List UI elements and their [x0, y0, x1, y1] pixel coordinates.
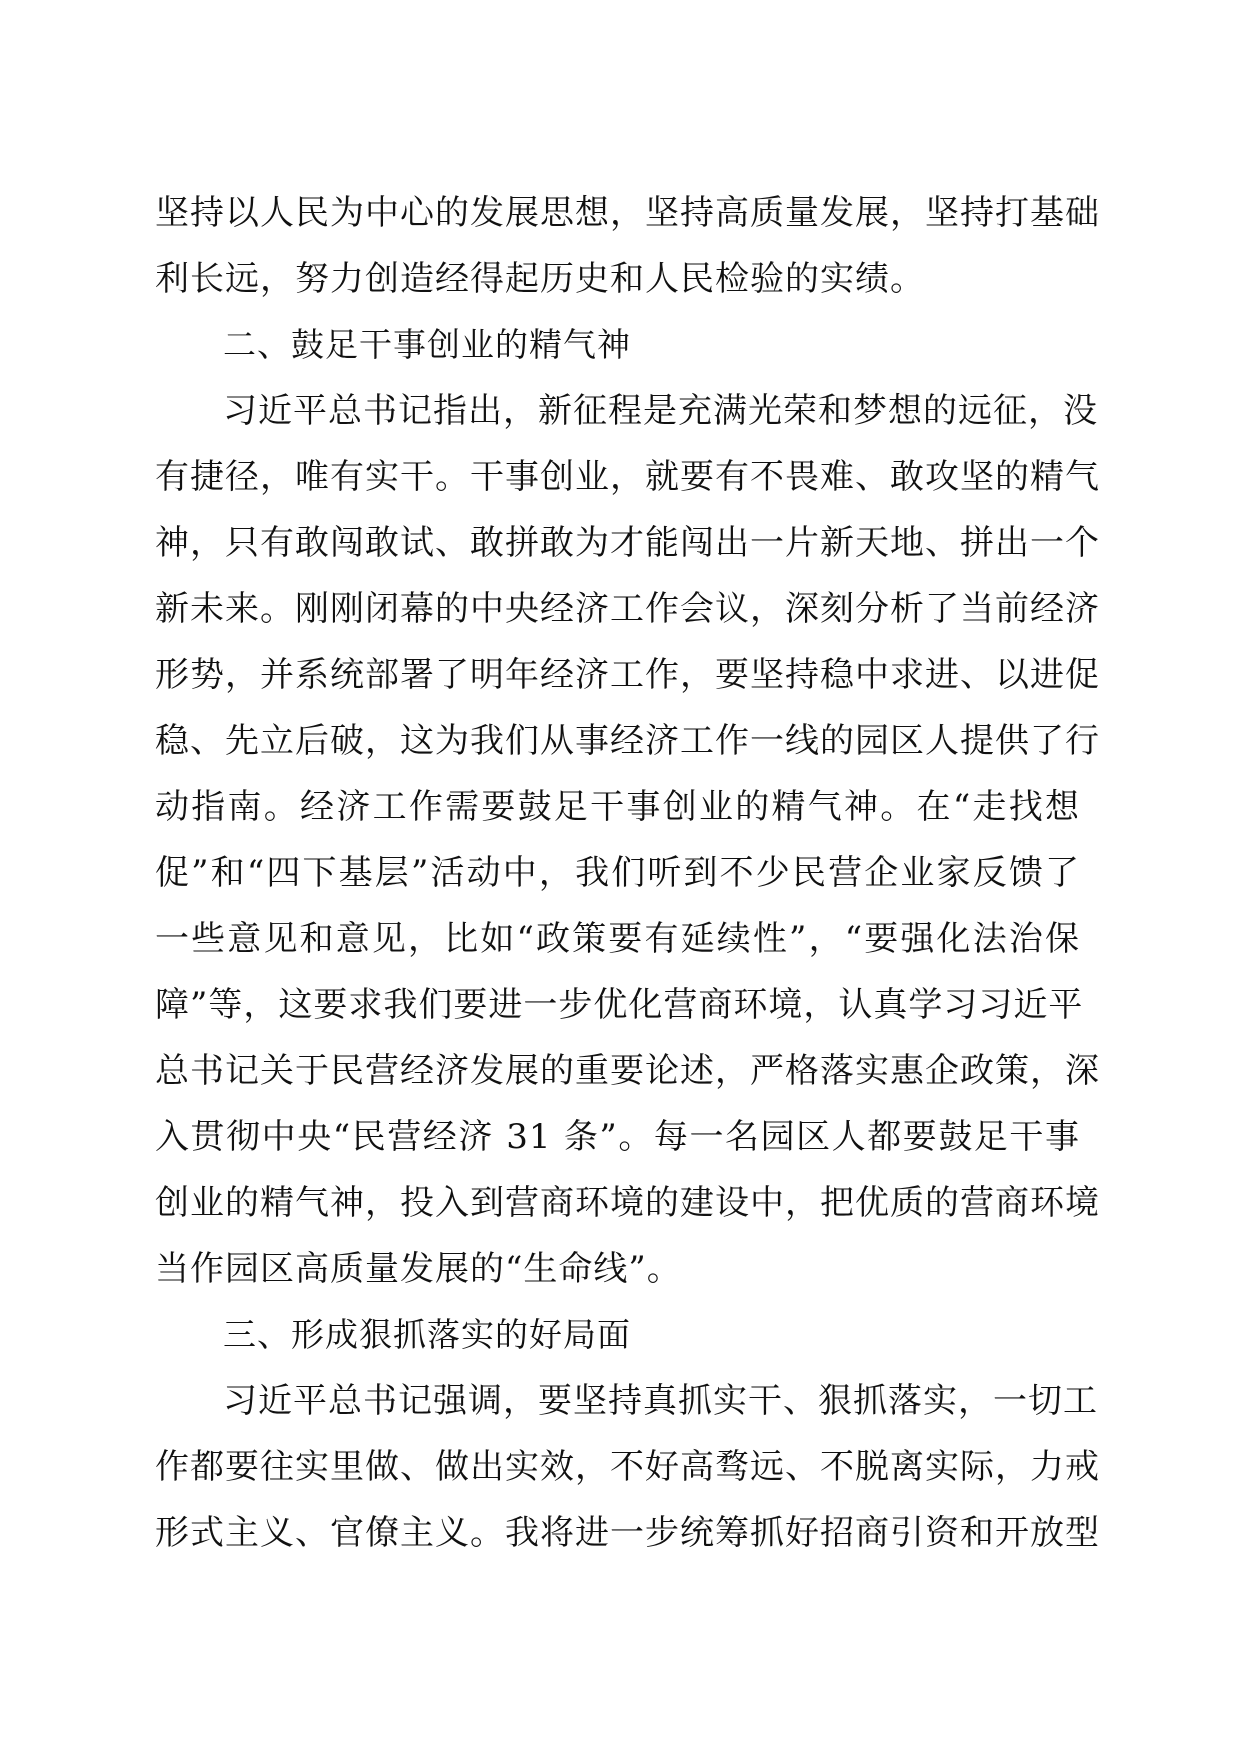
- paragraph-line: 一些意见和意见，比如“政策要有延续性”，“要强化法治保: [155, 919, 1080, 959]
- paragraph-line: 习近平总书记指出，新征程是充满光荣和梦想的远征，没: [223, 391, 1098, 431]
- paragraph-line: 形势，并系统部署了明年经济工作，要坚持稳中求进、以进促: [155, 655, 1100, 695]
- paragraph-line: 促”和“四下基层”活动中，我们听到不少民营企业家反馈了: [155, 853, 1080, 893]
- section-heading-2: 二、鼓足干事创业的精气神: [223, 325, 631, 364]
- paragraph-line: 作都要往实里做、做出实效，不好高骛远、不脱离实际，力戒: [155, 1447, 1100, 1487]
- paragraph-line: 利长远，努力创造经得起历史和人民检验的实绩。: [155, 259, 925, 299]
- paragraph-line: 新未来。刚刚闭幕的中央经济工作会议，深刻分析了当前经济: [155, 589, 1100, 629]
- paragraph-line: 障”等，这要求我们要进一步优化营商环境，认真学习习近平: [155, 985, 1084, 1025]
- paragraph-line: 形式主义、官僚主义。我将进一步统筹抓好招商引资和开放型: [155, 1513, 1100, 1553]
- paragraph-line: 有捷径，唯有实干。干事创业，就要有不畏难、敢攻坚的精气: [155, 457, 1100, 497]
- paragraph-line: 习近平总书记强调，要坚持真抓实干、狠抓落实，一切工: [223, 1381, 1098, 1421]
- paragraph-line: 当作园区高质量发展的“生命线”。: [155, 1249, 682, 1289]
- paragraph-line: 入贯彻中央“民营经济 31 条”。每一名园区人都要鼓足干事: [155, 1117, 1080, 1157]
- paragraph-line: 神，只有敢闯敢试、敢拼敢为才能闯出一片新天地、拼出一个: [155, 523, 1100, 563]
- paragraph-line: 坚持以人民为中心的发展思想，坚持高质量发展，坚持打基础: [155, 193, 1100, 233]
- paragraph-line: 总书记关于民营经济发展的重要论述，严格落实惠企政策，深: [155, 1051, 1100, 1091]
- document-body: [155, 180, 1100, 1566]
- paragraph-line: 动指南。经济工作需要鼓足干事创业的精气神。在“走找想: [155, 787, 1080, 827]
- paragraph-line: 稳、先立后破，这为我们从事经济工作一线的园区人提供了行: [155, 721, 1100, 761]
- paragraph-line: 创业的精气神，投入到营商环境的建设中，把优质的营商环境: [155, 1183, 1100, 1223]
- section-heading-3: 三、形成狠抓落实的好局面: [223, 1315, 631, 1354]
